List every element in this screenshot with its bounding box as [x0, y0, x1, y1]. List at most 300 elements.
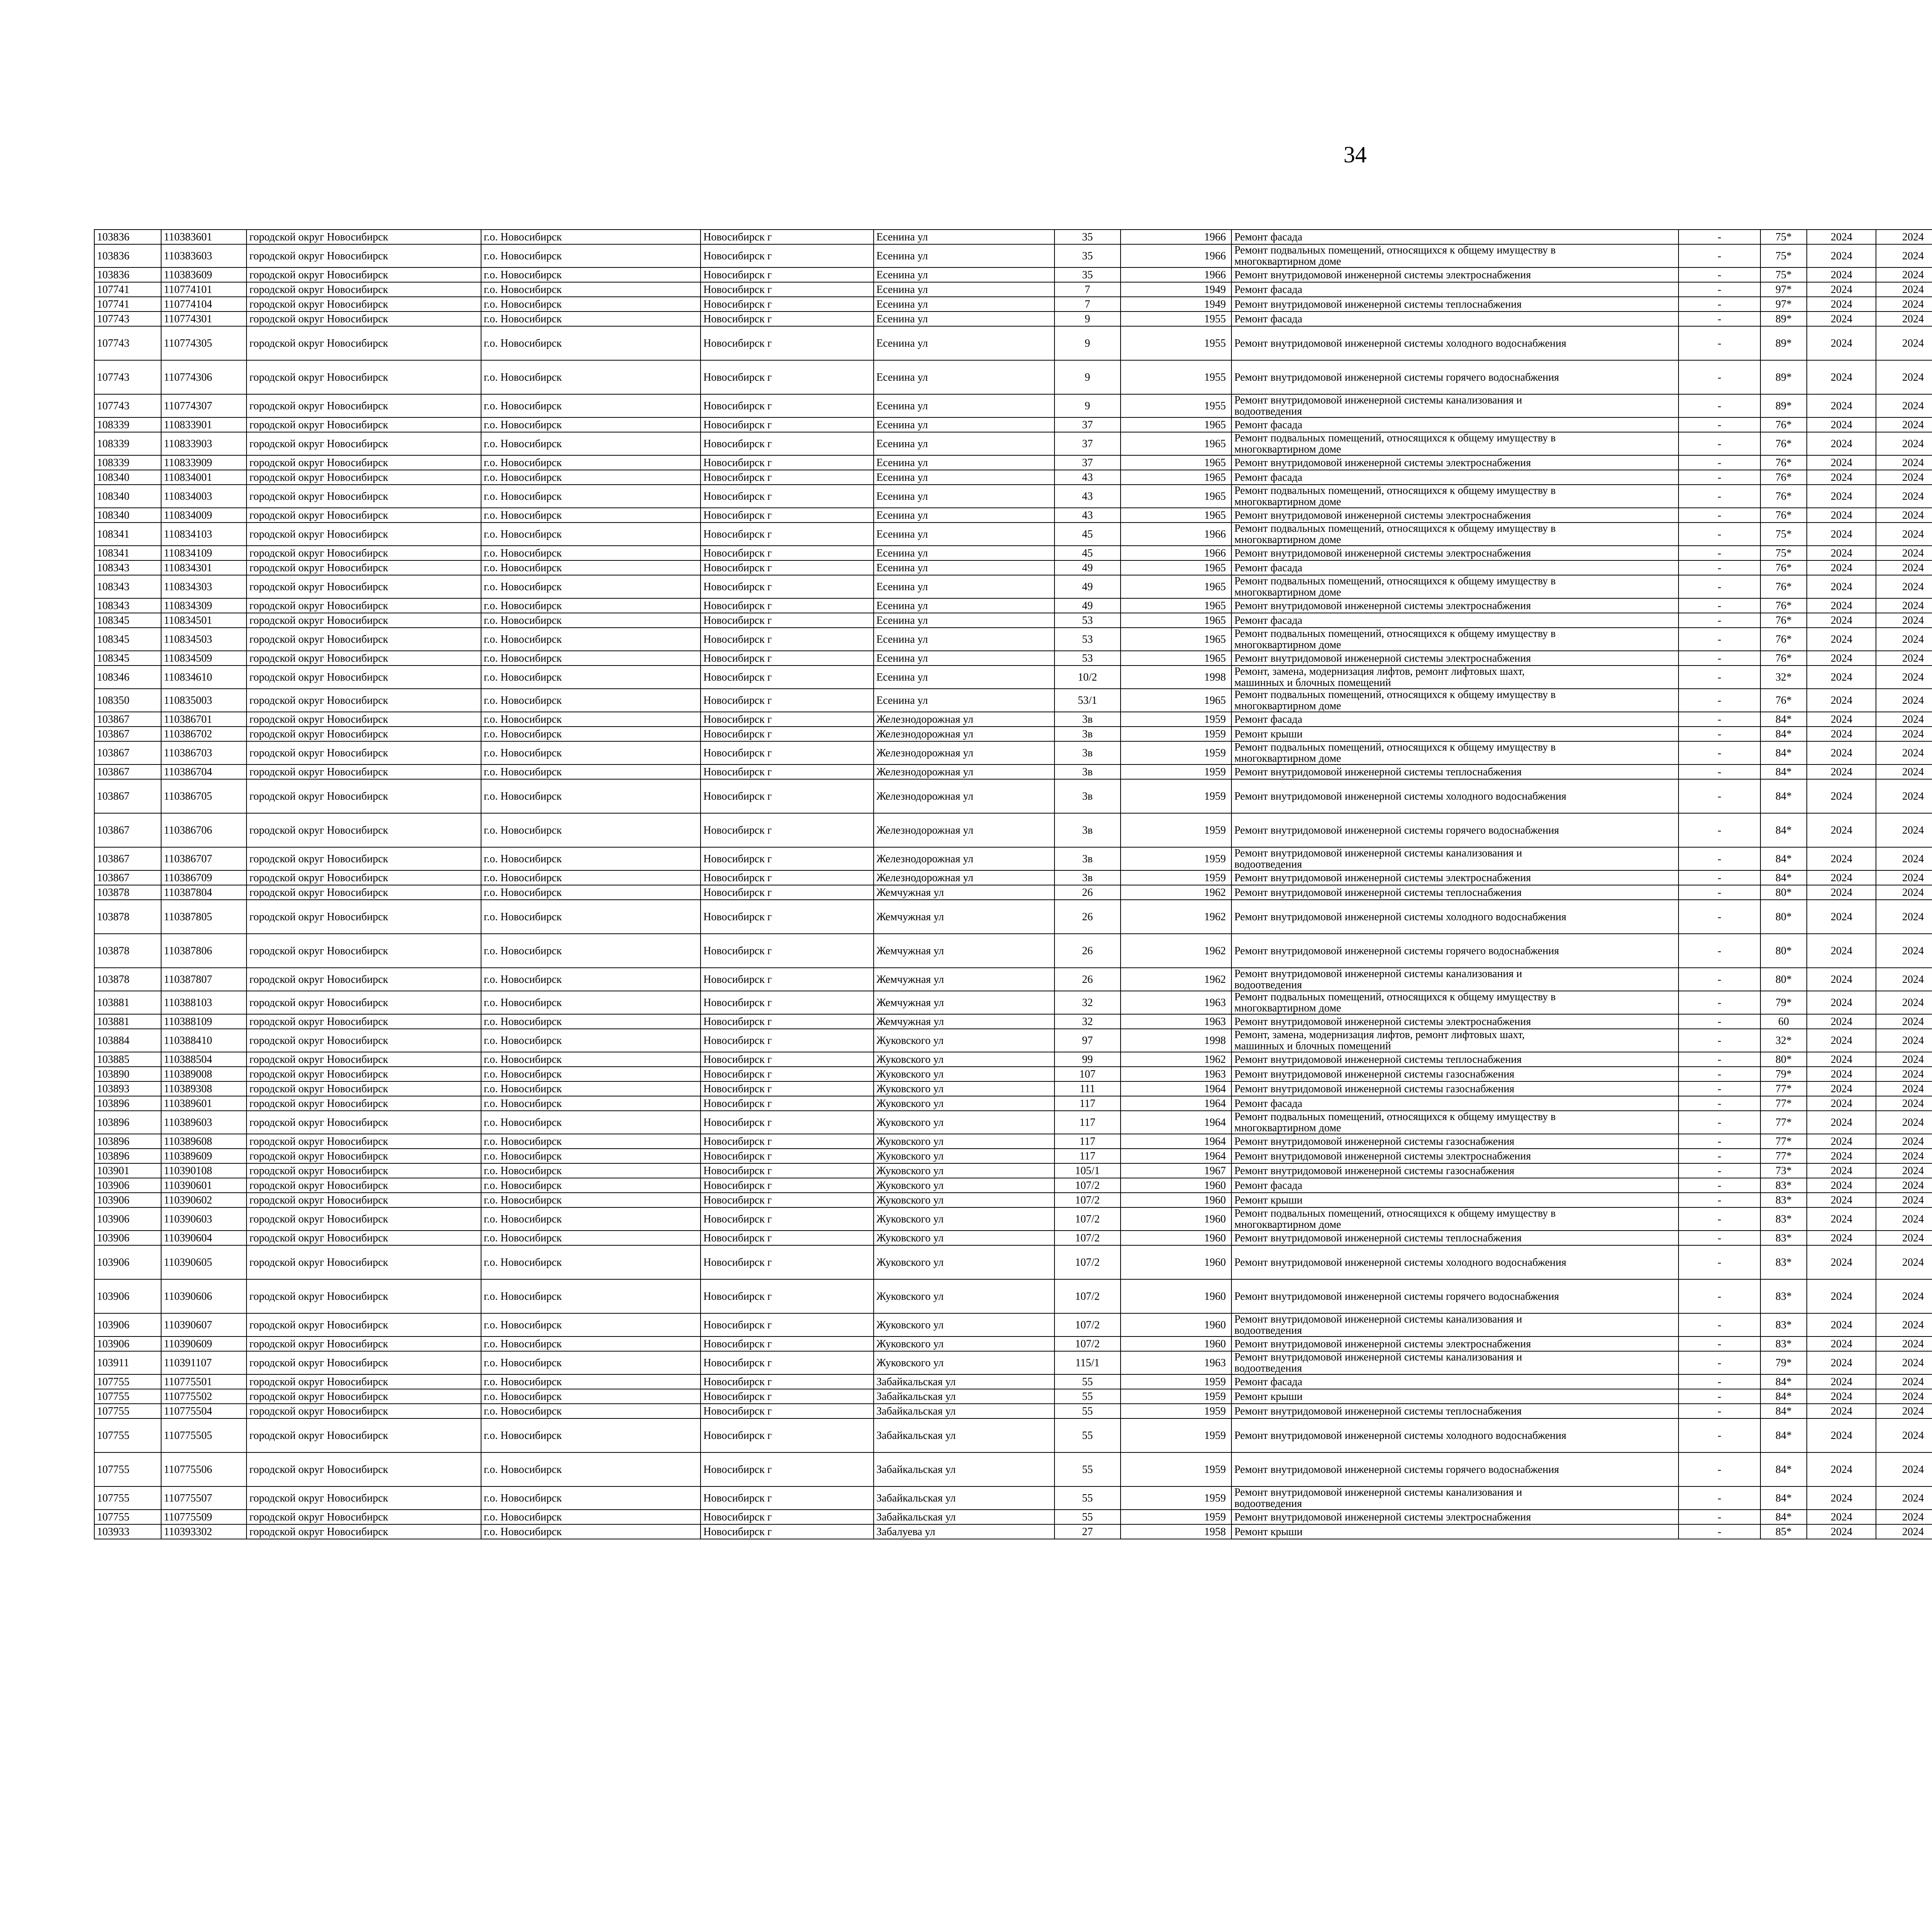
work-id-cell: 110389601	[161, 1096, 247, 1111]
house-number-cell: 107/2	[1054, 1231, 1121, 1245]
build-year-cell: 1960	[1121, 1231, 1232, 1245]
municipality-cell: г.о. Новосибирск	[481, 1067, 701, 1081]
dash-cell: -	[1679, 847, 1760, 870]
dash-cell: -	[1679, 1149, 1760, 1163]
district-cell: городской округ Новосибирск	[247, 1313, 481, 1336]
wear-cell: 83*	[1760, 1279, 1807, 1313]
city-cell: Новосибирск г	[701, 1081, 874, 1096]
plan-year-cell: 2024	[1807, 885, 1876, 900]
work-type-line: многоквартирном доме	[1234, 1122, 1341, 1134]
plan-year-cell: 2024	[1807, 651, 1876, 666]
plan-year-cell: 2024	[1807, 508, 1876, 523]
plan-year-cell: 2024	[1807, 1231, 1876, 1245]
house-id-cell: 103906	[94, 1313, 161, 1336]
house-number-cell: 3в	[1054, 712, 1121, 727]
work-id-cell: 110390603	[161, 1207, 247, 1231]
work-id-cell: 110390605	[161, 1245, 247, 1279]
city-cell: Новосибирск г	[701, 1510, 874, 1524]
table-row	[94, 312, 1932, 326]
house-id-cell: 108339	[94, 417, 161, 432]
build-year-cell: 1960	[1121, 1313, 1232, 1336]
house-number-cell: 117	[1054, 1111, 1121, 1134]
house-number-cell: 53	[1054, 628, 1121, 651]
house-id-cell: 108340	[94, 485, 161, 508]
wear-cell: 85*	[1760, 1524, 1807, 1539]
municipality-cell: г.о. Новосибирск	[481, 1149, 701, 1163]
build-year-cell: 1965	[1121, 508, 1232, 523]
city-cell: Новосибирск г	[701, 779, 874, 813]
work-id-cell: 110391107	[161, 1351, 247, 1374]
build-year-cell: 1966	[1121, 244, 1232, 267]
city-cell: Новосибирск г	[701, 1418, 874, 1452]
build-year-cell: 1965	[1121, 417, 1232, 432]
build-year-cell: 1959	[1121, 1374, 1232, 1389]
street-cell: Есенина ул	[874, 282, 1054, 297]
build-year-cell: 1959	[1121, 1486, 1232, 1510]
municipality-cell: г.о. Новосибирск	[481, 741, 701, 764]
municipality-cell: г.о. Новосибирск	[481, 1193, 701, 1207]
work-type-cell: Ремонт внутридомовой инженерной системы горячего водоснабжения	[1231, 1279, 1679, 1313]
city-cell: Новосибирск г	[701, 991, 874, 1014]
house-id-cell: 107755	[94, 1510, 161, 1524]
end-year-cell: 2024	[1876, 1067, 1932, 1081]
wear-cell: 84*	[1760, 1418, 1807, 1452]
work-id-cell: 110775502	[161, 1389, 247, 1404]
city-cell: Новосибирск г	[701, 1452, 874, 1486]
dash-cell: -	[1679, 1524, 1760, 1539]
build-year-cell: 1959	[1121, 779, 1232, 813]
city-cell: Новосибирск г	[701, 712, 874, 727]
wear-cell: 76*	[1760, 508, 1807, 523]
work-type-cell: Ремонт внутридомовой инженерной системы холодного водоснабжения	[1231, 900, 1679, 934]
build-year-cell: 1963	[1121, 991, 1232, 1014]
work-id-cell: 110390601	[161, 1178, 247, 1193]
district-cell: городской округ Новосибирск	[247, 1081, 481, 1096]
work-type-line: Ремонт, замена, модернизация лифтов, ремонт лифтовых шахт,	[1234, 1029, 1525, 1041]
wear-cell: 97*	[1760, 282, 1807, 297]
municipality-cell: г.о. Новосибирск	[481, 991, 701, 1014]
dash-cell: -	[1679, 267, 1760, 282]
end-year-cell: 2024	[1876, 1351, 1932, 1374]
district-cell: городской округ Новосибирск	[247, 666, 481, 689]
street-cell: Жуковского ул	[874, 1067, 1054, 1081]
dash-cell: -	[1679, 1418, 1760, 1452]
end-year-cell: 2024	[1876, 991, 1932, 1014]
house-number-cell: 105/1	[1054, 1163, 1121, 1178]
district-cell: городской округ Новосибирск	[247, 870, 481, 885]
wear-cell: 77*	[1760, 1111, 1807, 1134]
end-year-cell: 2024	[1876, 1014, 1932, 1029]
plan-year-cell: 2024	[1807, 727, 1876, 741]
work-type-cell: Ремонт внутридомовой инженерной системы электроснабжения	[1231, 651, 1679, 666]
city-cell: Новосибирск г	[701, 666, 874, 689]
house-id-cell: 108340	[94, 470, 161, 485]
plan-year-cell: 2024	[1807, 1245, 1876, 1279]
house-id-cell: 103881	[94, 991, 161, 1014]
end-year-cell: 2024	[1876, 230, 1932, 244]
end-year-cell: 2024	[1876, 1149, 1932, 1163]
municipality-cell: г.о. Новосибирск	[481, 1178, 701, 1193]
house-number-cell: 3в	[1054, 764, 1121, 779]
work-id-cell: 110775506	[161, 1452, 247, 1486]
dash-cell: -	[1679, 689, 1760, 712]
street-cell: Жуковского ул	[874, 1052, 1054, 1067]
house-id-cell: 103867	[94, 741, 161, 764]
work-id-cell: 110389609	[161, 1149, 247, 1163]
end-year-cell: 2024	[1876, 267, 1932, 282]
dash-cell: -	[1679, 1014, 1760, 1029]
city-cell: Новосибирск г	[701, 727, 874, 741]
dash-cell: -	[1679, 934, 1760, 968]
street-cell: Жуковского ул	[874, 1313, 1054, 1336]
dash-cell: -	[1679, 1510, 1760, 1524]
district-cell: городской округ Новосибирск	[247, 1231, 481, 1245]
street-cell: Есенина ул	[874, 230, 1054, 244]
table-row	[94, 282, 1932, 297]
municipality-cell: г.о. Новосибирск	[481, 230, 701, 244]
street-cell: Жемчужная ул	[874, 968, 1054, 991]
work-type-line: водоотведения	[1234, 858, 1302, 870]
work-id-cell: 110386703	[161, 741, 247, 764]
work-type-cell: Ремонт внутридомовой инженерной системы холодного водоснабжения	[1231, 779, 1679, 813]
build-year-cell: 1959	[1121, 1510, 1232, 1524]
plan-year-cell: 2024	[1807, 485, 1876, 508]
end-year-cell: 2024	[1876, 394, 1932, 417]
municipality-cell: г.о. Новосибирск	[481, 813, 701, 847]
wear-cell: 83*	[1760, 1178, 1807, 1193]
table-row	[94, 764, 1932, 779]
work-id-cell: 110834003	[161, 485, 247, 508]
work-type-line: Ремонт внутридомовой инженерной системы канализования и	[1234, 847, 1522, 859]
table-row	[94, 575, 1932, 598]
dash-cell: -	[1679, 1231, 1760, 1245]
house-id-cell: 107755	[94, 1374, 161, 1389]
wear-cell: 75*	[1760, 546, 1807, 560]
dash-cell: -	[1679, 1134, 1760, 1149]
plan-year-cell: 2024	[1807, 1081, 1876, 1096]
work-type-line: Ремонт подвальных помещений, относящихся к общему имуществу в	[1234, 741, 1556, 753]
end-year-cell: 2024	[1876, 1418, 1932, 1452]
end-year-cell: 2024	[1876, 508, 1932, 523]
work-id-cell: 110833909	[161, 455, 247, 470]
city-cell: Новосибирск г	[701, 1486, 874, 1510]
street-cell: Железнодорожная ул	[874, 741, 1054, 764]
work-type-line: Ремонт подвальных помещений, относящихся к общему имуществу в	[1234, 1207, 1556, 1219]
city-cell: Новосибирск г	[701, 1245, 874, 1279]
street-cell: Забайкальская ул	[874, 1374, 1054, 1389]
city-cell: Новосибирск г	[701, 394, 874, 417]
municipality-cell: г.о. Новосибирск	[481, 455, 701, 470]
work-id-cell: 110387807	[161, 968, 247, 991]
end-year-cell: 2024	[1876, 1029, 1932, 1052]
wear-cell: 84*	[1760, 764, 1807, 779]
district-cell: городской округ Новосибирск	[247, 455, 481, 470]
build-year-cell: 1998	[1121, 666, 1232, 689]
work-type-cell: Ремонт внутридомовой инженерной системы горячего водоснабжения	[1231, 934, 1679, 968]
work-type-cell	[1231, 991, 1679, 1014]
plan-year-cell: 2024	[1807, 1096, 1876, 1111]
house-id-cell: 103906	[94, 1245, 161, 1279]
wear-cell: 76*	[1760, 651, 1807, 666]
wear-cell: 89*	[1760, 394, 1807, 417]
work-type-cell: Ремонт внутридомовой инженерной системы газоснабжения	[1231, 1163, 1679, 1178]
work-id-cell: 110775507	[161, 1486, 247, 1510]
house-id-cell: 107743	[94, 326, 161, 360]
work-type-line: Ремонт внутридомовой инженерной системы канализования и	[1234, 1313, 1522, 1325]
house-number-cell: 111	[1054, 1081, 1121, 1096]
wear-cell: 76*	[1760, 689, 1807, 712]
street-cell: Есенина ул	[874, 417, 1054, 432]
table-row	[94, 1014, 1932, 1029]
house-number-cell: 3в	[1054, 779, 1121, 813]
wear-cell: 80*	[1760, 885, 1807, 900]
municipality-cell: г.о. Новосибирск	[481, 485, 701, 508]
end-year-cell: 2024	[1876, 1279, 1932, 1313]
district-cell: городской округ Новосибирск	[247, 282, 481, 297]
house-number-cell: 26	[1054, 934, 1121, 968]
municipality-cell: г.о. Новосибирск	[481, 282, 701, 297]
table-row	[94, 267, 1932, 282]
house-id-cell: 103881	[94, 1014, 161, 1029]
street-cell: Жуковского ул	[874, 1245, 1054, 1279]
plan-year-cell: 2024	[1807, 628, 1876, 651]
work-type-line: машинных и блочных помещений	[1234, 677, 1391, 689]
house-id-cell: 107755	[94, 1389, 161, 1404]
dash-cell: -	[1679, 1404, 1760, 1418]
table-row	[94, 885, 1932, 900]
plan-year-cell: 2024	[1807, 230, 1876, 244]
municipality-cell: г.о. Новосибирск	[481, 1014, 701, 1029]
plan-year-cell: 2024	[1807, 312, 1876, 326]
house-id-cell: 107743	[94, 394, 161, 417]
build-year-cell: 1960	[1121, 1193, 1232, 1207]
wear-cell: 75*	[1760, 244, 1807, 267]
work-id-cell: 110387805	[161, 900, 247, 934]
city-cell: Новосибирск г	[701, 417, 874, 432]
end-year-cell: 2024	[1876, 417, 1932, 432]
work-type-line: многоквартирном доме	[1234, 443, 1341, 455]
work-type-cell: Ремонт внутридомовой инженерной системы горячего водоснабжения	[1231, 360, 1679, 394]
work-type-line: многоквартирном доме	[1234, 639, 1341, 651]
work-type-line: водоотведения	[1234, 1498, 1302, 1510]
work-id-cell: 110390602	[161, 1193, 247, 1207]
table-row	[94, 1231, 1932, 1245]
wear-cell: 80*	[1760, 968, 1807, 991]
house-id-cell: 108343	[94, 560, 161, 575]
house-id-cell: 103836	[94, 244, 161, 267]
end-year-cell: 2024	[1876, 312, 1932, 326]
end-year-cell: 2024	[1876, 885, 1932, 900]
house-number-cell: 49	[1054, 560, 1121, 575]
house-id-cell: 103896	[94, 1149, 161, 1163]
work-type-line: Ремонт подвальных помещений, относящихся к общему имуществу в	[1234, 689, 1556, 701]
municipality-cell: г.о. Новосибирск	[481, 613, 701, 628]
wear-cell: 80*	[1760, 1052, 1807, 1067]
work-type-line: Ремонт внутридомовой инженерной системы канализования и	[1234, 394, 1522, 406]
plan-year-cell: 2024	[1807, 1134, 1876, 1149]
district-cell: городской округ Новосибирск	[247, 575, 481, 598]
work-id-cell: 110774301	[161, 312, 247, 326]
municipality-cell: г.о. Новосибирск	[481, 267, 701, 282]
work-id-cell: 110388103	[161, 991, 247, 1014]
work-type-line: Ремонт, замена, модернизация лифтов, ремонт лифтовых шахт,	[1234, 666, 1525, 678]
house-number-cell: 3в	[1054, 727, 1121, 741]
dash-cell: -	[1679, 1313, 1760, 1336]
work-type-line: многоквартирном доме	[1234, 1002, 1341, 1014]
plan-year-cell: 2024	[1807, 1351, 1876, 1374]
city-cell: Новосибирск г	[701, 870, 874, 885]
municipality-cell: г.о. Новосибирск	[481, 934, 701, 968]
wear-cell: 84*	[1760, 741, 1807, 764]
house-id-cell: 108341	[94, 546, 161, 560]
district-cell: городской округ Новосибирск	[247, 1207, 481, 1231]
end-year-cell: 2024	[1876, 1374, 1932, 1389]
end-year-cell: 2024	[1876, 779, 1932, 813]
house-number-cell: 97	[1054, 1029, 1121, 1052]
work-type-cell	[1231, 1313, 1679, 1336]
municipality-cell: г.о. Новосибирск	[481, 764, 701, 779]
municipality-cell: г.о. Новосибирск	[481, 1404, 701, 1418]
house-number-cell: 55	[1054, 1418, 1121, 1452]
dash-cell: -	[1679, 1486, 1760, 1510]
house-id-cell: 107743	[94, 360, 161, 394]
end-year-cell: 2024	[1876, 560, 1932, 575]
street-cell: Жемчужная ул	[874, 900, 1054, 934]
work-type-cell: Ремонт фасада	[1231, 1178, 1679, 1193]
end-year-cell: 2024	[1876, 244, 1932, 267]
plan-year-cell: 2024	[1807, 1029, 1876, 1052]
city-cell: Новосибирск г	[701, 312, 874, 326]
city-cell: Новосибирск г	[701, 1149, 874, 1163]
table-row	[94, 360, 1932, 394]
house-id-cell: 103901	[94, 1163, 161, 1178]
street-cell: Есенина ул	[874, 267, 1054, 282]
work-type-cell: Ремонт внутридомовой инженерной системы электроснабжения	[1231, 1336, 1679, 1351]
municipality-cell: г.о. Новосибирск	[481, 575, 701, 598]
district-cell: городской округ Новосибирск	[247, 1193, 481, 1207]
dash-cell: -	[1679, 885, 1760, 900]
house-number-cell: 53	[1054, 651, 1121, 666]
work-type-line: многоквартирном доме	[1234, 752, 1341, 764]
house-number-cell: 55	[1054, 1389, 1121, 1404]
street-cell: Железнодорожная ул	[874, 712, 1054, 727]
build-year-cell: 1964	[1121, 1134, 1232, 1149]
house-id-cell: 108343	[94, 598, 161, 613]
work-type-cell: Ремонт внутридомовой инженерной системы теплоснабжения	[1231, 297, 1679, 312]
street-cell: Есенина ул	[874, 575, 1054, 598]
street-cell: Жуковского ул	[874, 1134, 1054, 1149]
work-id-cell: 110833903	[161, 432, 247, 455]
plan-year-cell: 2024	[1807, 1149, 1876, 1163]
house-number-cell: 107/2	[1054, 1245, 1121, 1279]
street-cell: Есенина ул	[874, 326, 1054, 360]
district-cell: городской округ Новосибирск	[247, 689, 481, 712]
city-cell: Новосибирск г	[701, 1052, 874, 1067]
wear-cell: 77*	[1760, 1134, 1807, 1149]
dash-cell: -	[1679, 508, 1760, 523]
end-year-cell: 2024	[1876, 326, 1932, 360]
wear-cell: 84*	[1760, 813, 1807, 847]
wear-cell: 84*	[1760, 727, 1807, 741]
work-id-cell: 110386705	[161, 779, 247, 813]
end-year-cell: 2024	[1876, 613, 1932, 628]
end-year-cell: 2024	[1876, 297, 1932, 312]
house-number-cell: 35	[1054, 244, 1121, 267]
dash-cell: -	[1679, 523, 1760, 546]
house-number-cell: 55	[1054, 1404, 1121, 1418]
end-year-cell: 2024	[1876, 282, 1932, 297]
dash-cell: -	[1679, 244, 1760, 267]
build-year-cell: 1959	[1121, 712, 1232, 727]
municipality-cell: г.о. Новосибирск	[481, 870, 701, 885]
city-cell: Новосибирск г	[701, 934, 874, 968]
house-number-cell: 107/2	[1054, 1178, 1121, 1193]
work-type-cell: Ремонт крыши	[1231, 727, 1679, 741]
plan-year-cell: 2024	[1807, 360, 1876, 394]
work-type-line: многоквартирном доме	[1234, 1219, 1341, 1231]
house-id-cell: 103906	[94, 1193, 161, 1207]
city-cell: Новосибирск г	[701, 847, 874, 870]
street-cell: Жемчужная ул	[874, 885, 1054, 900]
dash-cell: -	[1679, 598, 1760, 613]
work-type-cell: Ремонт крыши	[1231, 1524, 1679, 1539]
house-id-cell: 103867	[94, 813, 161, 847]
municipality-cell: г.о. Новосибирск	[481, 1134, 701, 1149]
work-type-line: многоквартирном доме	[1234, 534, 1341, 546]
house-id-cell: 103867	[94, 727, 161, 741]
table-row	[94, 1207, 1932, 1231]
house-id-cell: 103836	[94, 267, 161, 282]
house-id-cell: 108345	[94, 651, 161, 666]
municipality-cell: г.о. Новосибирск	[481, 1231, 701, 1245]
city-cell: Новосибирск г	[701, 470, 874, 485]
work-id-cell: 110386709	[161, 870, 247, 885]
house-id-cell: 107743	[94, 312, 161, 326]
district-cell: городской округ Новосибирск	[247, 1336, 481, 1351]
work-type-line: многоквартирном доме	[1234, 255, 1341, 267]
dash-cell: -	[1679, 813, 1760, 847]
house-id-cell: 103933	[94, 1524, 161, 1539]
municipality-cell: г.о. Новосибирск	[481, 1163, 701, 1178]
municipality-cell: г.о. Новосибирск	[481, 1374, 701, 1389]
district-cell: городской округ Новосибирск	[247, 560, 481, 575]
build-year-cell: 1998	[1121, 1029, 1232, 1052]
work-id-cell: 110386707	[161, 847, 247, 870]
work-id-cell: 110775509	[161, 1510, 247, 1524]
work-id-cell: 110387806	[161, 934, 247, 968]
end-year-cell: 2024	[1876, 1452, 1932, 1486]
end-year-cell: 2024	[1876, 1111, 1932, 1134]
city-cell: Новосибирск г	[701, 1178, 874, 1193]
plan-year-cell: 2024	[1807, 470, 1876, 485]
dash-cell: -	[1679, 727, 1760, 741]
work-id-cell: 110383609	[161, 267, 247, 282]
table-row	[94, 485, 1932, 508]
plan-year-cell: 2024	[1807, 1207, 1876, 1231]
work-type-cell: Ремонт фасада	[1231, 417, 1679, 432]
build-year-cell: 1959	[1121, 870, 1232, 885]
house-id-cell: 103878	[94, 885, 161, 900]
build-year-cell: 1964	[1121, 1096, 1232, 1111]
house-number-cell: 10/2	[1054, 666, 1121, 689]
municipality-cell: г.о. Новосибирск	[481, 1052, 701, 1067]
house-number-cell: 35	[1054, 230, 1121, 244]
table-row	[94, 1313, 1932, 1336]
district-cell: городской округ Новосибирск	[247, 1014, 481, 1029]
plan-year-cell: 2024	[1807, 1336, 1876, 1351]
street-cell: Есенина ул	[874, 244, 1054, 267]
municipality-cell: г.о. Новосибирск	[481, 1389, 701, 1404]
